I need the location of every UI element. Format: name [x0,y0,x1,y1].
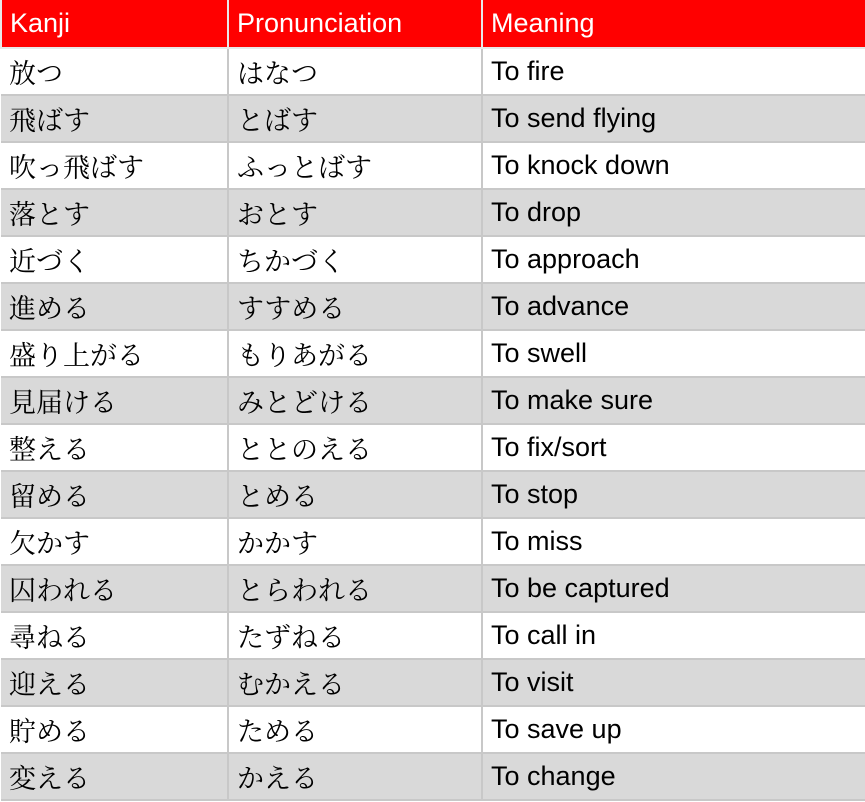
meaning-cell: To approach [482,236,865,283]
meaning-cell: To fix/sort [482,424,865,471]
pronunciation-cell: とめる [228,471,482,518]
pronunciation-cell: おとす [228,189,482,236]
kanji-cell: 囚われる [1,565,228,612]
table-row [1,142,865,189]
table-row [1,518,865,565]
kanji-cell: 放つ [1,48,228,95]
pronunciation-cell: かかす [228,518,482,565]
pronunciation-cell: とばす [228,95,482,142]
table-row [1,612,865,659]
header-pronunciation: Pronunciation [228,0,482,48]
kanji-cell: 見届ける [1,377,228,424]
kanji-cell: 近づく [1,236,228,283]
meaning-cell: To miss [482,518,865,565]
kanji-cell: 吹っ飛ばす [1,142,228,189]
meaning-cell: To swell [482,330,865,377]
kanji-cell: 整える [1,424,228,471]
table-row [1,48,865,95]
pronunciation-cell: ためる [228,706,482,753]
pronunciation-cell: すすめる [228,283,482,330]
meaning-cell: To change [482,753,865,800]
table-row [1,424,865,471]
meaning-cell: To send flying [482,95,865,142]
pronunciation-cell: ふっとばす [228,142,482,189]
table-row [1,565,865,612]
pronunciation-cell: はなつ [228,48,482,95]
table-row [1,753,865,800]
kanji-cell: 落とす [1,189,228,236]
table-header [1,0,865,48]
table-row [1,189,865,236]
meaning-cell: To call in [482,612,865,659]
table-body [1,48,865,800]
table-row [1,95,865,142]
kanji-cell: 欠かす [1,518,228,565]
meaning-cell: To make sure [482,377,865,424]
table-row [1,377,865,424]
meaning-cell: To knock down [482,142,865,189]
meaning-cell: To be captured [482,565,865,612]
table-row [1,236,865,283]
header-kanji: Kanji [1,0,228,48]
table-row [1,471,865,518]
pronunciation-cell: とらわれる [228,565,482,612]
pronunciation-cell: みとどける [228,377,482,424]
table-row [1,706,865,753]
kanji-cell: 飛ばす [1,95,228,142]
kanji-cell: 留める [1,471,228,518]
kanji-cell: 変える [1,753,228,800]
meaning-cell: To visit [482,659,865,706]
table-row [1,330,865,377]
meaning-cell: To drop [482,189,865,236]
kanji-cell: 盛り上がる [1,330,228,377]
meaning-cell: To fire [482,48,865,95]
meaning-cell: To stop [482,471,865,518]
table-row [1,283,865,330]
pronunciation-cell: かえる [228,753,482,800]
meaning-cell: To save up [482,706,865,753]
pronunciation-cell: もりあがる [228,330,482,377]
pronunciation-cell: むかえる [228,659,482,706]
kanji-cell: 尋ねる [1,612,228,659]
pronunciation-cell: ととのえる [228,424,482,471]
header-meaning: Meaning [482,0,865,48]
kanji-cell: 進める [1,283,228,330]
header-row [1,0,865,48]
table-row [1,659,865,706]
kanji-cell: 迎える [1,659,228,706]
pronunciation-cell: たずねる [228,612,482,659]
meaning-cell: To advance [482,283,865,330]
pronunciation-cell: ちかづく [228,236,482,283]
kanji-cell: 貯める [1,706,228,753]
